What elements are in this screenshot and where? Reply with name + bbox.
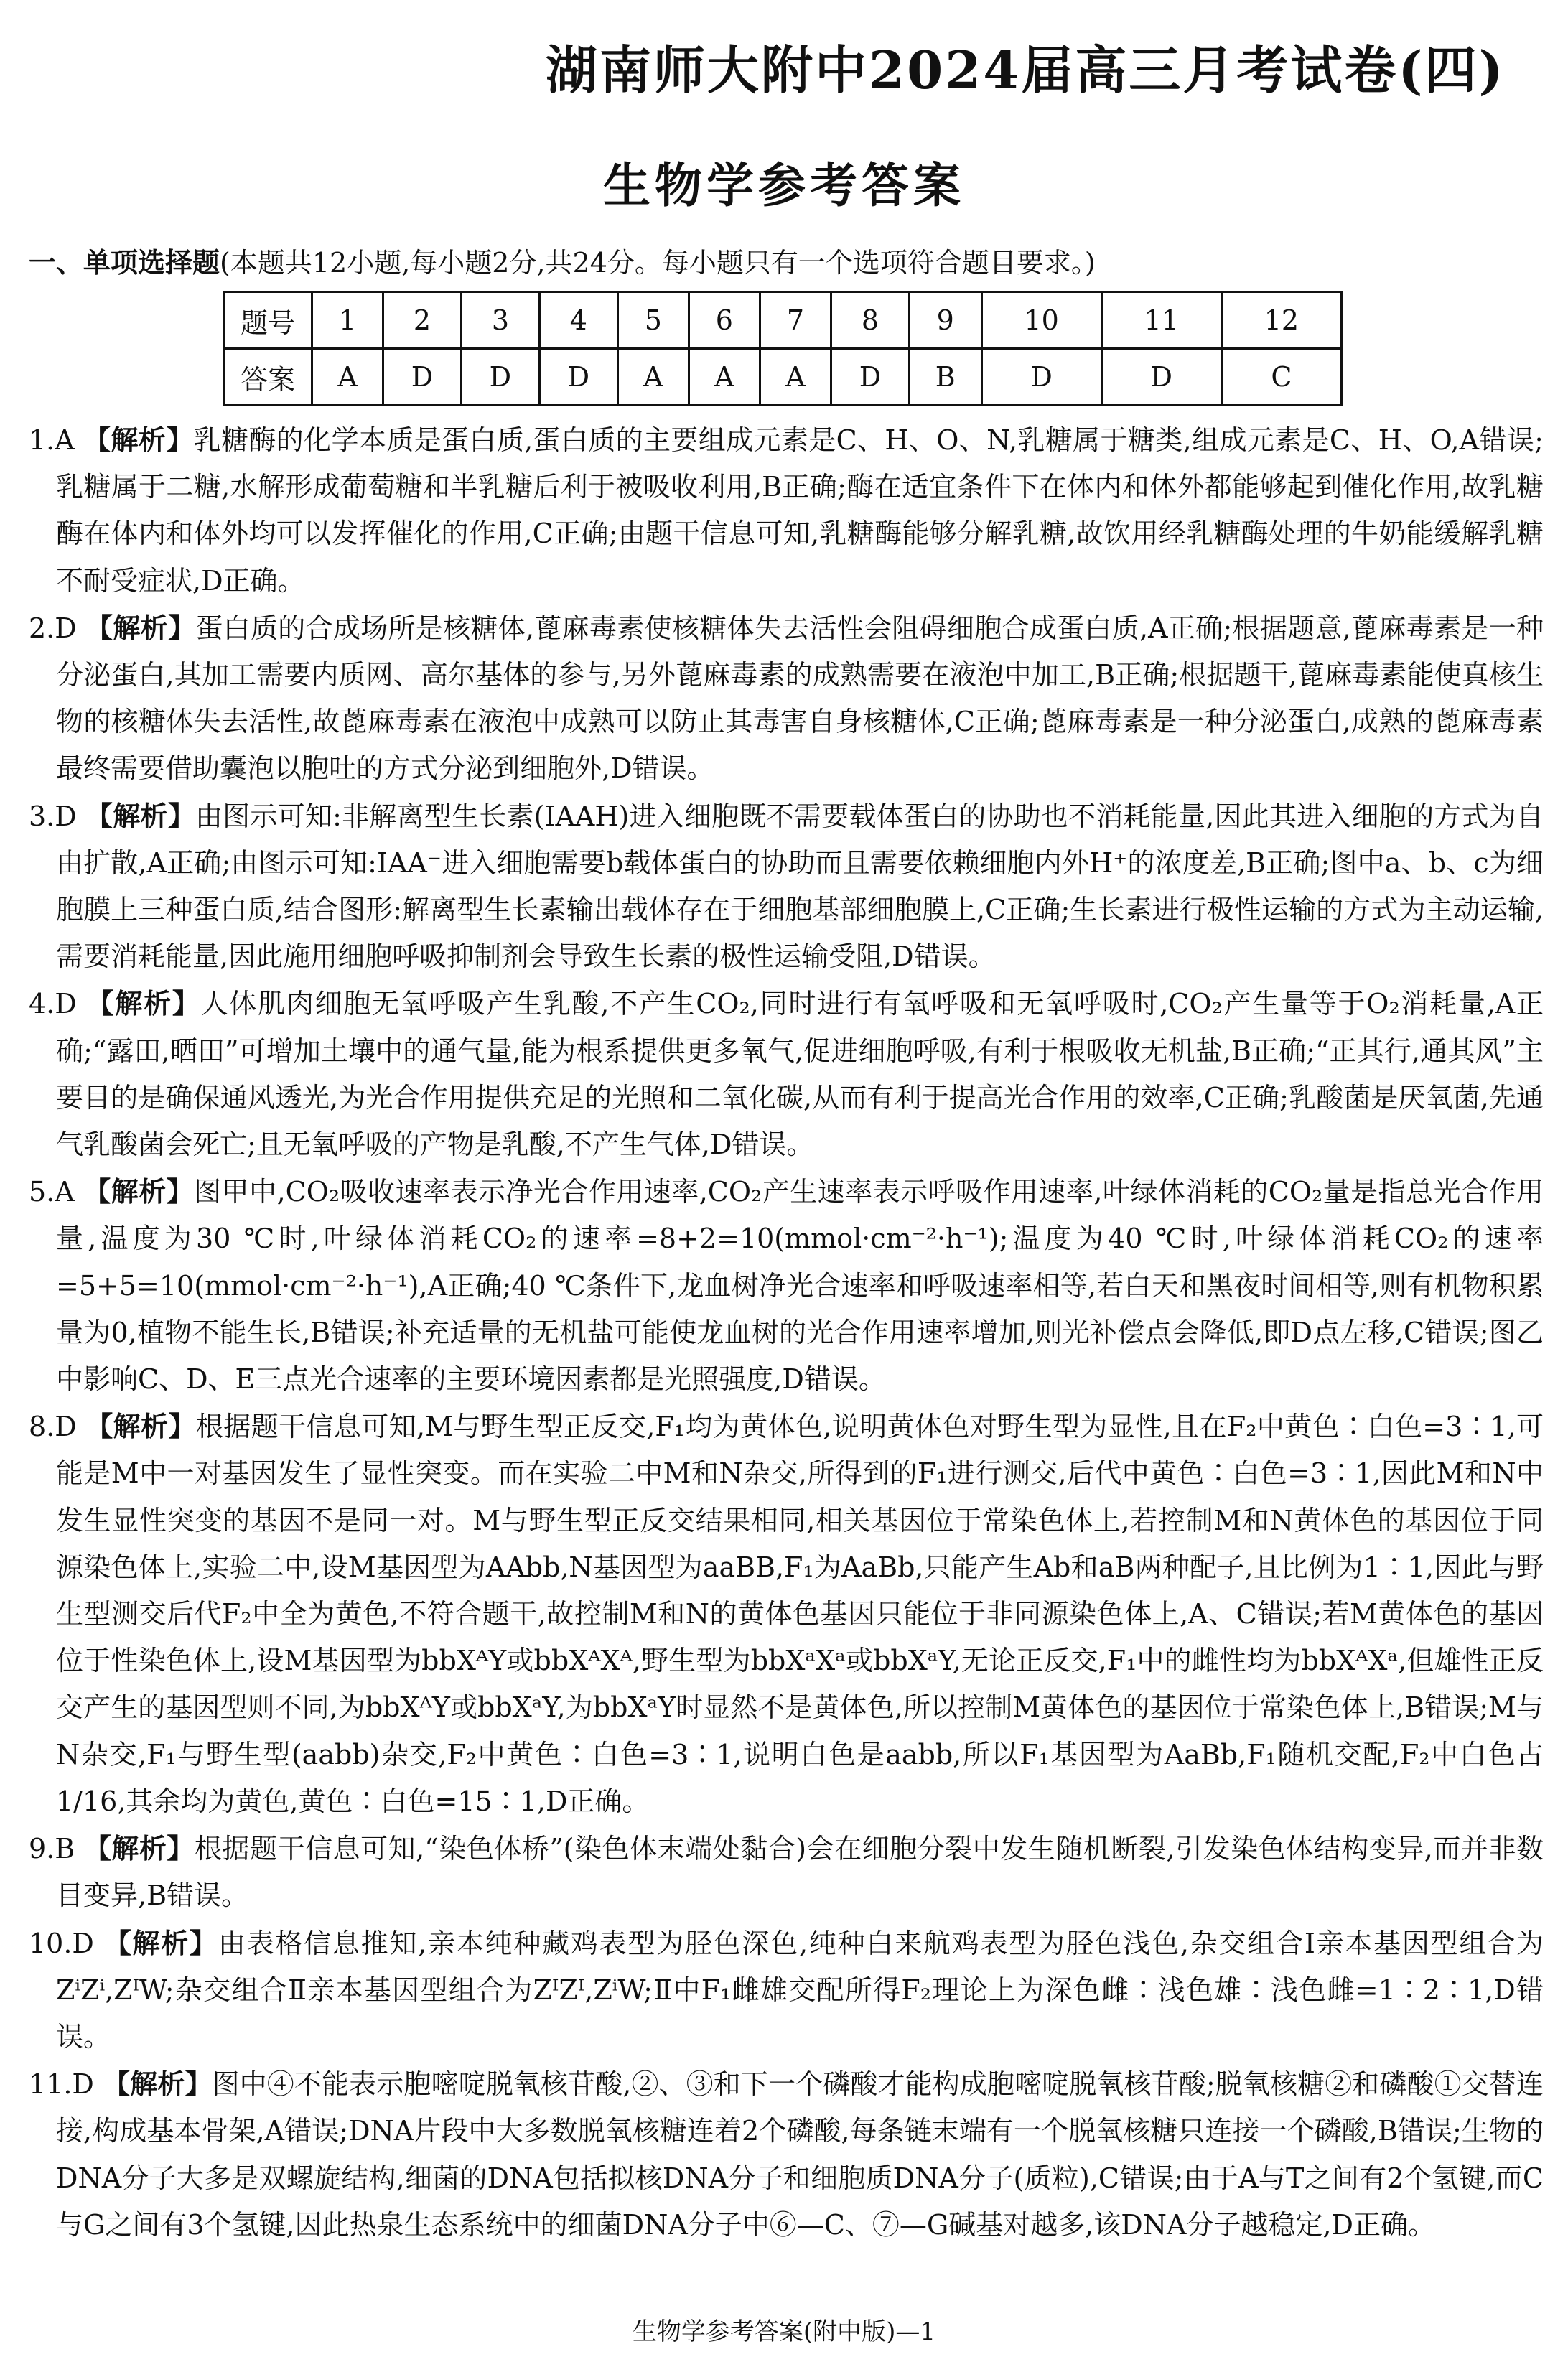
explanation-item-11 xyxy=(29,2060,1544,2249)
explanation-item-8 xyxy=(29,1403,1544,1825)
item-label: 10.D xyxy=(29,1927,94,1959)
section-heading xyxy=(29,241,1544,280)
item-text: 由图示可知:非解离型生长素(IAAH)进入细胞既不需要载体蛋白的协助也不消耗能量,因此其进入细胞的方式为自由扩散,A正确;由图示可知:IAA⁻进入细胞需要b载体蛋白的协助而且需要依赖细胞内外H⁺的浓度差,B正确;图中a、b、c为细胞膜上三种蛋白质,结合图形:解离型生长素输出载体存在于细胞基部细胞膜上,C正确;生长素进行极性运输的方式为主动运输,需要消耗能量,因此施用细胞呼吸抑制剂会导致生长素的极性运输受阻,D错误。 xyxy=(56,800,1544,973)
page-footer: 生物学参考答案(附中版)—1 xyxy=(632,2317,936,2346)
analysis-tag: 【解析】 xyxy=(83,1175,195,1208)
answer-cell: D xyxy=(1101,349,1221,406)
row-label-answer: 答案 xyxy=(224,349,312,406)
question-number: 2 xyxy=(383,292,462,349)
answer-cell: C xyxy=(1221,349,1341,406)
item-text: 人体肌肉细胞无氧呼吸产生乳酸,不产生CO₂,同时进行有氧呼吸和无氧呼吸时,CO₂产生量等于O₂消耗量,A正确;“露田,晒田”可增加土壤中的通气量,能为根系提供更多氧气,促进细胞呼吸,有利于根吸收无机盐,B正确;“正其行,通其风”主要目的是确保通风透光,为光合作用提供充足的光照和二氧化碳,从而有利于提高光合作用的效率,C正确;乳酸菌是厌氧菌,先通气乳酸菌会死亡;且无氧呼吸的产物是乳酸,不产生气体,D错误。 xyxy=(56,988,1544,1161)
explanation-item-3 xyxy=(29,793,1544,981)
item-label: 2.D xyxy=(29,612,77,644)
answer-cell: D xyxy=(831,349,909,406)
item-text: 根据题干信息可知,“染色体桥”(染色体末端处黏合)会在细胞分裂中发生随机断裂,引发染色体结构变异,而并非数目变异,B错误。 xyxy=(56,1833,1544,1912)
analysis-tag: 【解析】 xyxy=(85,1410,196,1443)
analysis-tag: 【解析】 xyxy=(83,424,194,456)
item-text: 图中④不能表示胞嘧啶脱氧核苷酸,②、③和下一个磷酸才能构成胞嘧啶脱氧核苷酸;脱氧核糖②和磷酸①交替连接,构成基本骨架,A错误;DNA片段中大多数脱氧核糖连着2个磷酸,每条链末端有一个脱氧核糖只连接一个磷酸,B错误;生物的DNA分子大多是双螺旋结构,细菌的DNA包括拟核DNA分子和细胞质DNA分子(质粒),C错误;由于A与T之间有2个氢键,而C与G之间有3个氢键,因此热泉生态系统中的细菌DNA分子中⑥—C、⑦—G碱基对越多,该DNA分子越稳定,D正确。 xyxy=(56,2068,1544,2241)
question-number: 9 xyxy=(909,292,981,349)
answer-cell: A xyxy=(312,349,383,406)
item-label: 8.D xyxy=(29,1411,77,1443)
explanation-item-9 xyxy=(29,1825,1544,1919)
question-number: 4 xyxy=(539,292,617,349)
question-number: 8 xyxy=(831,292,909,349)
explanation-item-5 xyxy=(29,1168,1544,1403)
analysis-tag: 【解析】 xyxy=(85,611,196,644)
question-number: 5 xyxy=(617,292,689,349)
item-text: 根据题干信息可知,M与野生型正反交,F₁均为黄体色,说明黄体色对野生型为显性,且在F₂中黄色∶白色=3∶1,可能是M中一对基因发生了显性突变。而在实验二中M和N杂交,所得到的F₁进行测交,后代中黄色∶白色=3∶1,因此M和N中发生显性突变的基因不是同一对。M与野生型正反交结果相同,相关基因位于常染色体上,若控制M和N黄体色的基因位于同源染色体上,实验二中,设M基因型为AAbb,N基因型为aaBB,F₁为AaBb,只能产生Ab和aB两种配子,且比例为1∶1,因此与野生型测交后代F₂中全为黄色,不符合题干,故控制M和N的黄体色基因只能位于非同源染色体上,A、C错误;若M黄体色的基因位于性染色体上,设M基因型为bbXᴬY或bbXᴬXᴬ,野生型为bbXᵃXᵃ或bbXᵃY,无论正反交,F₁中的雌性均为bbXᴬXᵃ,但雄性正反交产生的基因型则不同,为bbXᴬY或bbXᵃY,为bbXᵃY时显然不是黄体色,所以控制M黄体色的基因位于常染色体上,B错误;M与N杂交,F₁与野生型(aabb)杂交,F₂中黄色∶白色=3∶1,说明白色是aabb,所以F₁基因型为AaBb,F₁随机交配,F₂中白色占1/16,其余均为黄色,黄色∶白色=15∶1,D正确。 xyxy=(56,1411,1544,1817)
item-label: 1.A xyxy=(29,424,75,456)
answer-cell: B xyxy=(909,349,981,406)
section-note: (本题共12小题,每小题2分,共24分。每小题只有一个选项符合题目要求。) xyxy=(220,247,1096,279)
question-number: 10 xyxy=(981,292,1101,349)
analysis-tag: 【解析】 xyxy=(103,2068,213,2101)
item-text: 图甲中,CO₂吸收速率表示净光合作用速率,CO₂产生速率表示呼吸作用速率,叶绿体消耗的CO₂量是指总光合作用量,温度为30 ℃时,叶绿体消耗CO₂的速率=8+2=10(mmol·cm⁻²·h⁻¹);温度为40 ℃时,叶绿体消耗CO₂的速率=5+5=10(mmol·cm⁻²·h⁻¹),A正确;40 ℃条件下,龙血树净光合速率和呼吸速率相等,若白天和黑夜时间相等,则有机物积累量为0,植物不能生长,B错误;补充适量的无机盐可能使龙血树的光合作用速率增加,则光补偿点会降低,即D点左移,C错误;图乙中影响C、D、E三点光合速率的主要环境因素都是光照强度,D错误。 xyxy=(56,1176,1544,1396)
item-text: 蛋白质的合成场所是核糖体,蓖麻毒素使核糖体失去活性会阻碍细胞合成蛋白质,A正确;根据题意,蓖麻毒素是一种分泌蛋白,其加工需要内质网、高尔基体的参与,另外蓖麻毒素的成熟需要在液泡中加工,B正确;根据题干,蓖麻毒素能使真核生物的核糖体失去活性,故蓖麻毒素在液泡中成熟可以防止其毒害自身核糖体,C正确;蓖麻毒素是一种分泌蛋白,成熟的蓖麻毒素最终需要借助囊泡以胞吐的方式分泌到细胞外,D错误。 xyxy=(56,612,1544,785)
row-label-number: 题号 xyxy=(224,292,312,349)
explanation-item-2 xyxy=(29,604,1544,793)
question-number: 1 xyxy=(312,292,383,349)
answer-cell: D xyxy=(461,349,539,406)
item-text: 乳糖酶的化学本质是蛋白质,蛋白质的主要组成元素是C、H、O、N,乳糖属于糖类,组成元素是C、H、O,A错误;乳糖属于二糖,水解形成葡萄糖和半乳糖后利于被吸收利用,B正确;酶在适宜条件下在体内和体外都能够起到催化作用,故乳糖酶在体内和体外均可以发挥催化的作用,C正确;由题干信息可知,乳糖酶能够分解乳糖,故饮用经乳糖酶处理的牛奶能缓解乳糖不耐受症状,D正确。 xyxy=(56,424,1544,597)
exam-title: 湖南师大附中2024届高三月考试卷(四) xyxy=(546,39,1506,101)
question-number: 12 xyxy=(1221,292,1341,349)
question-number: 11 xyxy=(1101,292,1221,349)
item-label: 5.A xyxy=(29,1176,75,1208)
answer-cell: D xyxy=(383,349,462,406)
answer-key-title: 生物学参考答案 xyxy=(603,157,965,213)
answer-table xyxy=(223,291,1343,406)
explanation-item-1 xyxy=(29,416,1544,604)
question-number: 3 xyxy=(461,292,539,349)
analysis-tag: 【解析】 xyxy=(86,987,201,1020)
item-label: 9.B xyxy=(29,1833,75,1865)
item-text: 由表格信息推知,亲本纯种藏鸡表型为胫色深色,纯种白来航鸡表型为胫色浅色,杂交组合Ⅰ亲本基因型组合为ZⁱZⁱ,ZᴵW;杂交组合Ⅱ亲本基因型组合为ZᴵZᴵ,ZⁱW;Ⅱ中F₁雌雄交配所得F₂理论上为深色雌∶浅色雄∶浅色雌=1∶2∶1,D错误。 xyxy=(56,1927,1544,2053)
explanation-item-10 xyxy=(29,1920,1544,2061)
section-label: 一、单项选择题 xyxy=(29,246,220,279)
answer-cell: D xyxy=(539,349,617,406)
question-number: 6 xyxy=(689,292,760,349)
question-number-row xyxy=(224,292,1342,349)
answer-cell: D xyxy=(981,349,1101,406)
explanation-item-4 xyxy=(29,980,1544,1168)
analysis-tag: 【解析】 xyxy=(83,1832,195,1865)
item-label: 11.D xyxy=(29,2068,94,2101)
answer-cell: A xyxy=(617,349,689,406)
question-number: 7 xyxy=(760,292,831,349)
explanation-list xyxy=(29,416,1544,2249)
item-label: 4.D xyxy=(29,988,77,1020)
answer-cell: A xyxy=(760,349,831,406)
analysis-tag: 【解析】 xyxy=(103,1926,218,1959)
answer-row xyxy=(224,349,1342,406)
analysis-tag: 【解析】 xyxy=(85,799,195,832)
item-label: 3.D xyxy=(29,800,77,832)
answer-cell: A xyxy=(689,349,760,406)
